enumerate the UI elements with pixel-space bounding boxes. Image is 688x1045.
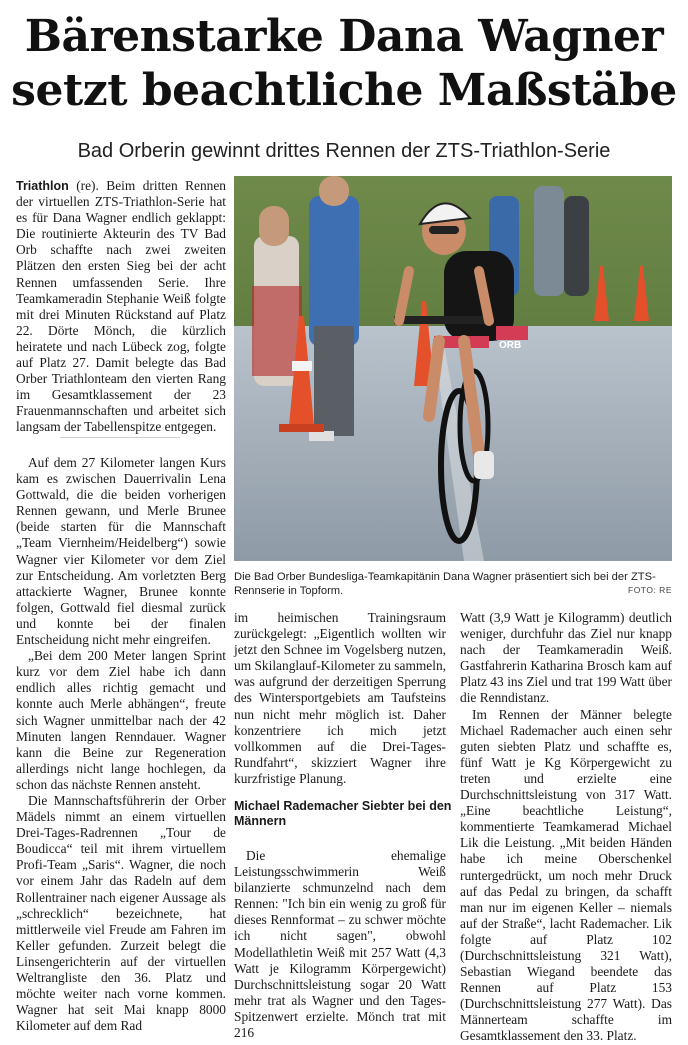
paragraph: „Bei dem 200 Meter langen Sprint kurz vor dem Ziel habe ich dann endlich alles richtig gemacht und konnte auch Merle abhängen“, freute sich Wagner unmittelbar nach der 42 Minuten langen Renndauer. Wagner kann die Beine zur Regeneration allerdings nicht lange hochlegen, da schon das nächste Rennen ansteht.	[16, 648, 226, 792]
subheadline: Bad Orberin gewinnt drittes Rennen der ZTS-Triathlon-Serie	[77, 140, 611, 162]
column-2-bottom	[234, 848, 446, 1041]
paragraph: Watt (3,9 Watt je Kilogramm) deutlich weniger, durchfuhr das Ziel nur knapp nach der Teamkameradin Weiß. Gastfahrerin Katharina Brosch kam auf Platz 43 ins Ziel und trat 199 Watt über die Renndistanz.	[460, 610, 672, 706]
photo-caption: Die Bad Orber Bundesliga-Teamkapitänin Dana Wagner präsentiert sich bei der ZTS-Rennserie in Topform.	[234, 571, 656, 597]
paragraph: Auf dem 27 Kilometer langen Kurs kam es zwischen Dauerrivalin Lena Gottwald, die die beiden vorherigen Rennen gewann, und Merle Brunee (beide starten für die Mannschaft „Team Viernheim/Heidelberg“) sowie Wagner vier Kilometer vor dem Ziel zur Entscheidung. Am vorletzten Berg attackierte Wagner, Brunee konnte folgen, Gottwald fiel diesmal zurück und konnte bei der finalen Entscheidung nicht mehr eingreifen.	[16, 455, 226, 648]
paragraph: im heimischen Trainingsraum zurückgelegt: „Eigentlich wollten wir jetzt den Schnee im Vogelsberg nutzen, um Skilanglauf-Kilometer zu sammeln, was aufgrund der derzeitigen Sperrung des Wintersportgebiets am Taufsteins nun nicht mehr möglich ist. Daher konzentriere ich mich jetzt vollkommen auf die Drei-Tages-Rundfahrt“, skizziert Wagner ihre kurzfristige Planung.	[234, 610, 446, 786]
photo-illustration	[234, 176, 672, 561]
paragraph: Die Mannschaftsführerin der Orber Mädels nimmt an einem virtuellen Drei-Tages-Radrennen „Tour de Boudicca“ teil mit ihrem virtuellem Profi-Team „Saris“. Wagner, die noch vor einem Jahr das Radeln auf dem Rollentrainer nach eigener Aussage als „schrecklich“ bezeichnete, hat mittlerweile viel Freude am Fahren im Keller gefunden. Zurzeit belegt die Linsengerichterin auf der virtuellen Weltrangliste den 36. Platz und möchte weiter nach vorne kommen. Wagner hat seit Mai knapp 8000 Kilometer auf dem Rad	[16, 792, 226, 1034]
paragraph: Im Rennen der Männer belegte Michael Rademacher auch einen sehr guten siebten Platz und schaffte es, fünf Watt je Kg Körpergewicht zu treten und erzielte eine Durchschnittsleistung von 317 Watt. „Eine beachtliche Leistung“, kommentierte Teamkamerad Michael Lik die Leistung. „Mit beiden Händen habe ich meine Oberschenkel runtergedrückt, um noch mehr Druck auf das Pedal zu bringen, da schafft man nur im eigenen Keller – niemals auf der Straße“, lacht Rademacher. Lik folgte auf Platz 102 (Durchschnittsleistung 321 Watt), Sebastian Wiegand beendete das Rennen auf Platz 153 (Durchschnittsleistung 277 Watt). Das Männerteam schaffte im Gesamtklassement den 33. Platz.	[460, 706, 672, 1044]
jersey-text: ORB	[499, 340, 522, 351]
cyclist-photo	[234, 176, 672, 561]
column-1-top	[16, 178, 226, 436]
kicker: Triathlon	[16, 179, 69, 193]
photo-credit: FOTO: RE	[628, 585, 672, 595]
headline-line-1: Bärenstarke Dana Wagner	[24, 11, 664, 62]
headline-line-2: setzt beachtliche Maßstäbe	[11, 65, 677, 116]
section-subheading: Michael Rademacher Siebter bei den Männern	[234, 799, 452, 828]
paragraph	[16, 178, 226, 436]
column-3	[460, 610, 672, 1045]
paragraph-text: (re). Beim dritten Rennen der virtuellen ZTS-Triathlon-Serie hat es für Dana Wagner endlich geklappt: Die routinierte Akteurin des TV Bad Orb schaffte nach zwei zweiten Plätzen den ersten Sieg bei der acht Rennen umfassenden Serie. Ihre Teamkameradin Stephanie Weiß folgte mit drei Minuten Rückstand auf Platz 22. Dörte Mönch, die kürzlich heiratete und nach Lübeck zog, folgte auf Platz 27. Damit belegte das Bad Orber Triathlonteam den vierten Rang im Gesamtklassement der 23 Frauenmannschaften und arbeitet sich langsam der Tabellenspitze entgegen.	[16, 178, 226, 435]
headline	[0, 10, 688, 118]
divider	[60, 437, 180, 438]
column-2-top	[234, 610, 446, 787]
column-1-bottom	[16, 455, 226, 1034]
paragraph: Die ehemalige Leistungsschwimmerin Weiß bilanzierte schmunzelnd nach dem Rennen: "Ich bin ein wenig zu groß für dieses Rennformat – zu schwer möchte ich nicht sagen", obwohl Modellathletin Weiß mit 257 Watt (4,3 Watt je Kilogramm Körpergewicht) Durchschnittsleistung sogar 20 Watt mehr trat als Wagner und den Tages-Spitzenwert erzielte. Mönch trat mit 216	[234, 848, 446, 1041]
